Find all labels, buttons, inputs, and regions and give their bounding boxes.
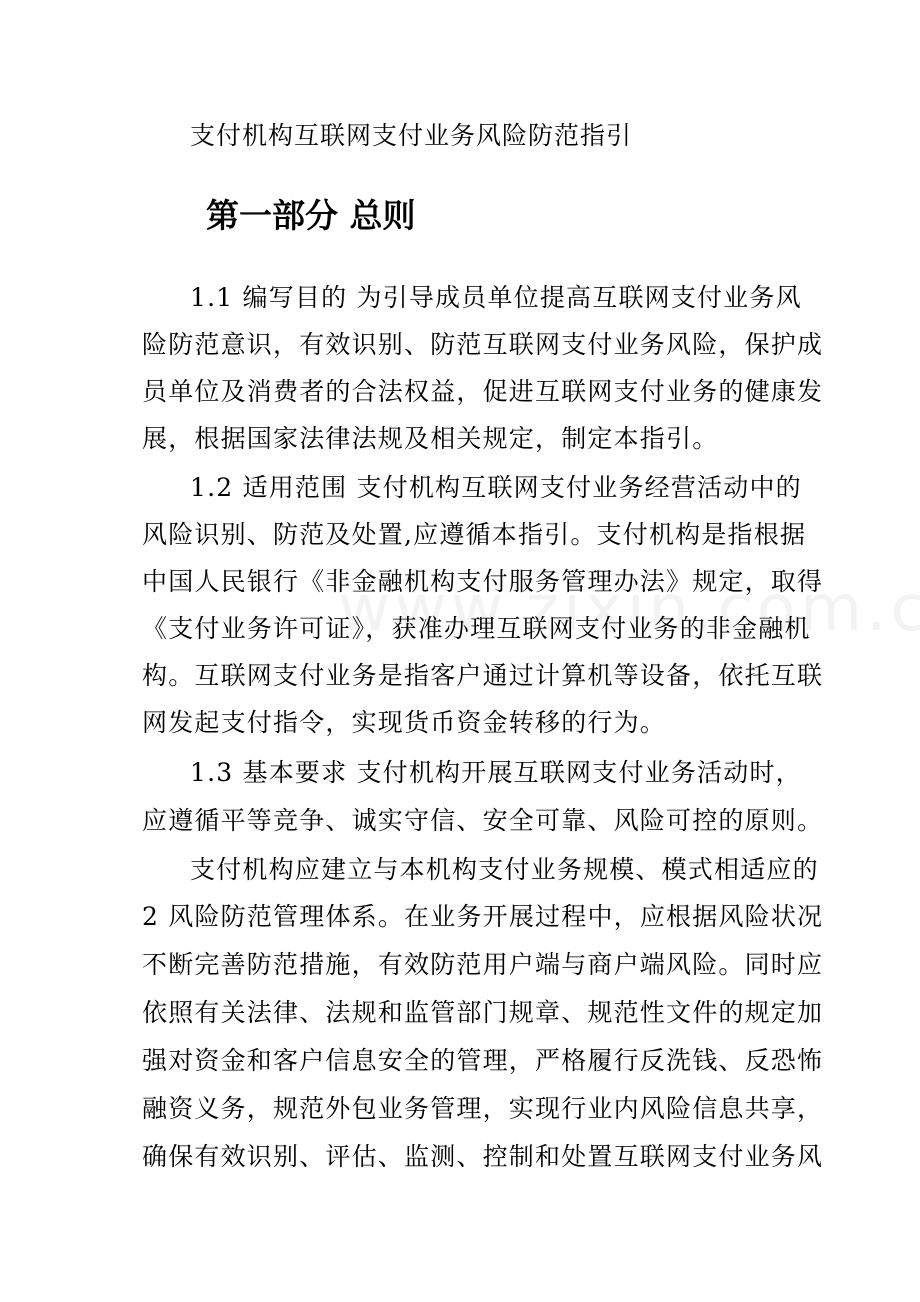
paragraph-line: 确保有效识别、评估、监测、控制和处置互联网支付业务风 [142, 1142, 824, 1171]
paragraph-line: 融资义务，规范外包业务管理，实现行业内风险信息共享， [142, 1094, 824, 1123]
paragraph-line: 强对资金和客户信息安全的管理，严格履行反洗钱、反恐怖 [142, 1046, 824, 1075]
paragraph-line: 风险识别、防范及处置,应遵循本指引。支付机构是指根据 [142, 520, 807, 549]
paragraph-line: 支付机构应建立与本机构支付业务规模、模式相适应的 [190, 855, 819, 884]
paragraph-line: 展，根据国家法律法规及相关规定，制定本指引。 [142, 424, 719, 453]
paragraph-line: 险防范意识，有效识别、防范互联网支付业务风险，保护成 [142, 330, 824, 359]
section-heading: 第一部分 总则 [206, 196, 416, 235]
document-title: 支付机构互联网支付业务风险防范指引 [190, 121, 633, 150]
paragraph-line: 不断完善防范措施，有效防范用户端与商户端风险。同时应 [142, 950, 824, 979]
paragraph-line: 应遵循平等竞争、诚实守信、安全可靠、风险可控的原则。 [142, 806, 824, 835]
paragraph-line: 构。互联网支付业务是指客户通过计算机等设备，依托互联 [142, 661, 824, 690]
paragraph-line: 1.1 编写目的 为引导成员单位提高互联网支付业务风 [190, 283, 802, 312]
paragraph-line: 依照有关法律、法规和监管部门规章、规范性文件的规定加 [142, 998, 824, 1027]
paragraph-line: 网发起支付指令，实现货币资金转移的行为。 [142, 708, 667, 737]
paragraph-line: 《支付业务许可证》，获准办理互联网支付业务的非金融机 [142, 614, 811, 643]
paragraph-line: 1.2 适用范围 支付机构互联网支付业务经营活动中的 [190, 473, 802, 502]
paragraph-line: 1.3 基本要求 支付机构开展互联网支付业务活动时， [190, 758, 802, 787]
paragraph-line: 2 风险防范管理体系。在业务开展过程中，应根据风险状况 [142, 902, 824, 931]
paragraph-line: 员单位及消费者的合法权益，促进互联网支付业务的健康发 [142, 377, 824, 406]
paragraph-line: 中国人民银行《非金融机构支付服务管理办法》规定，取得 [142, 567, 824, 596]
